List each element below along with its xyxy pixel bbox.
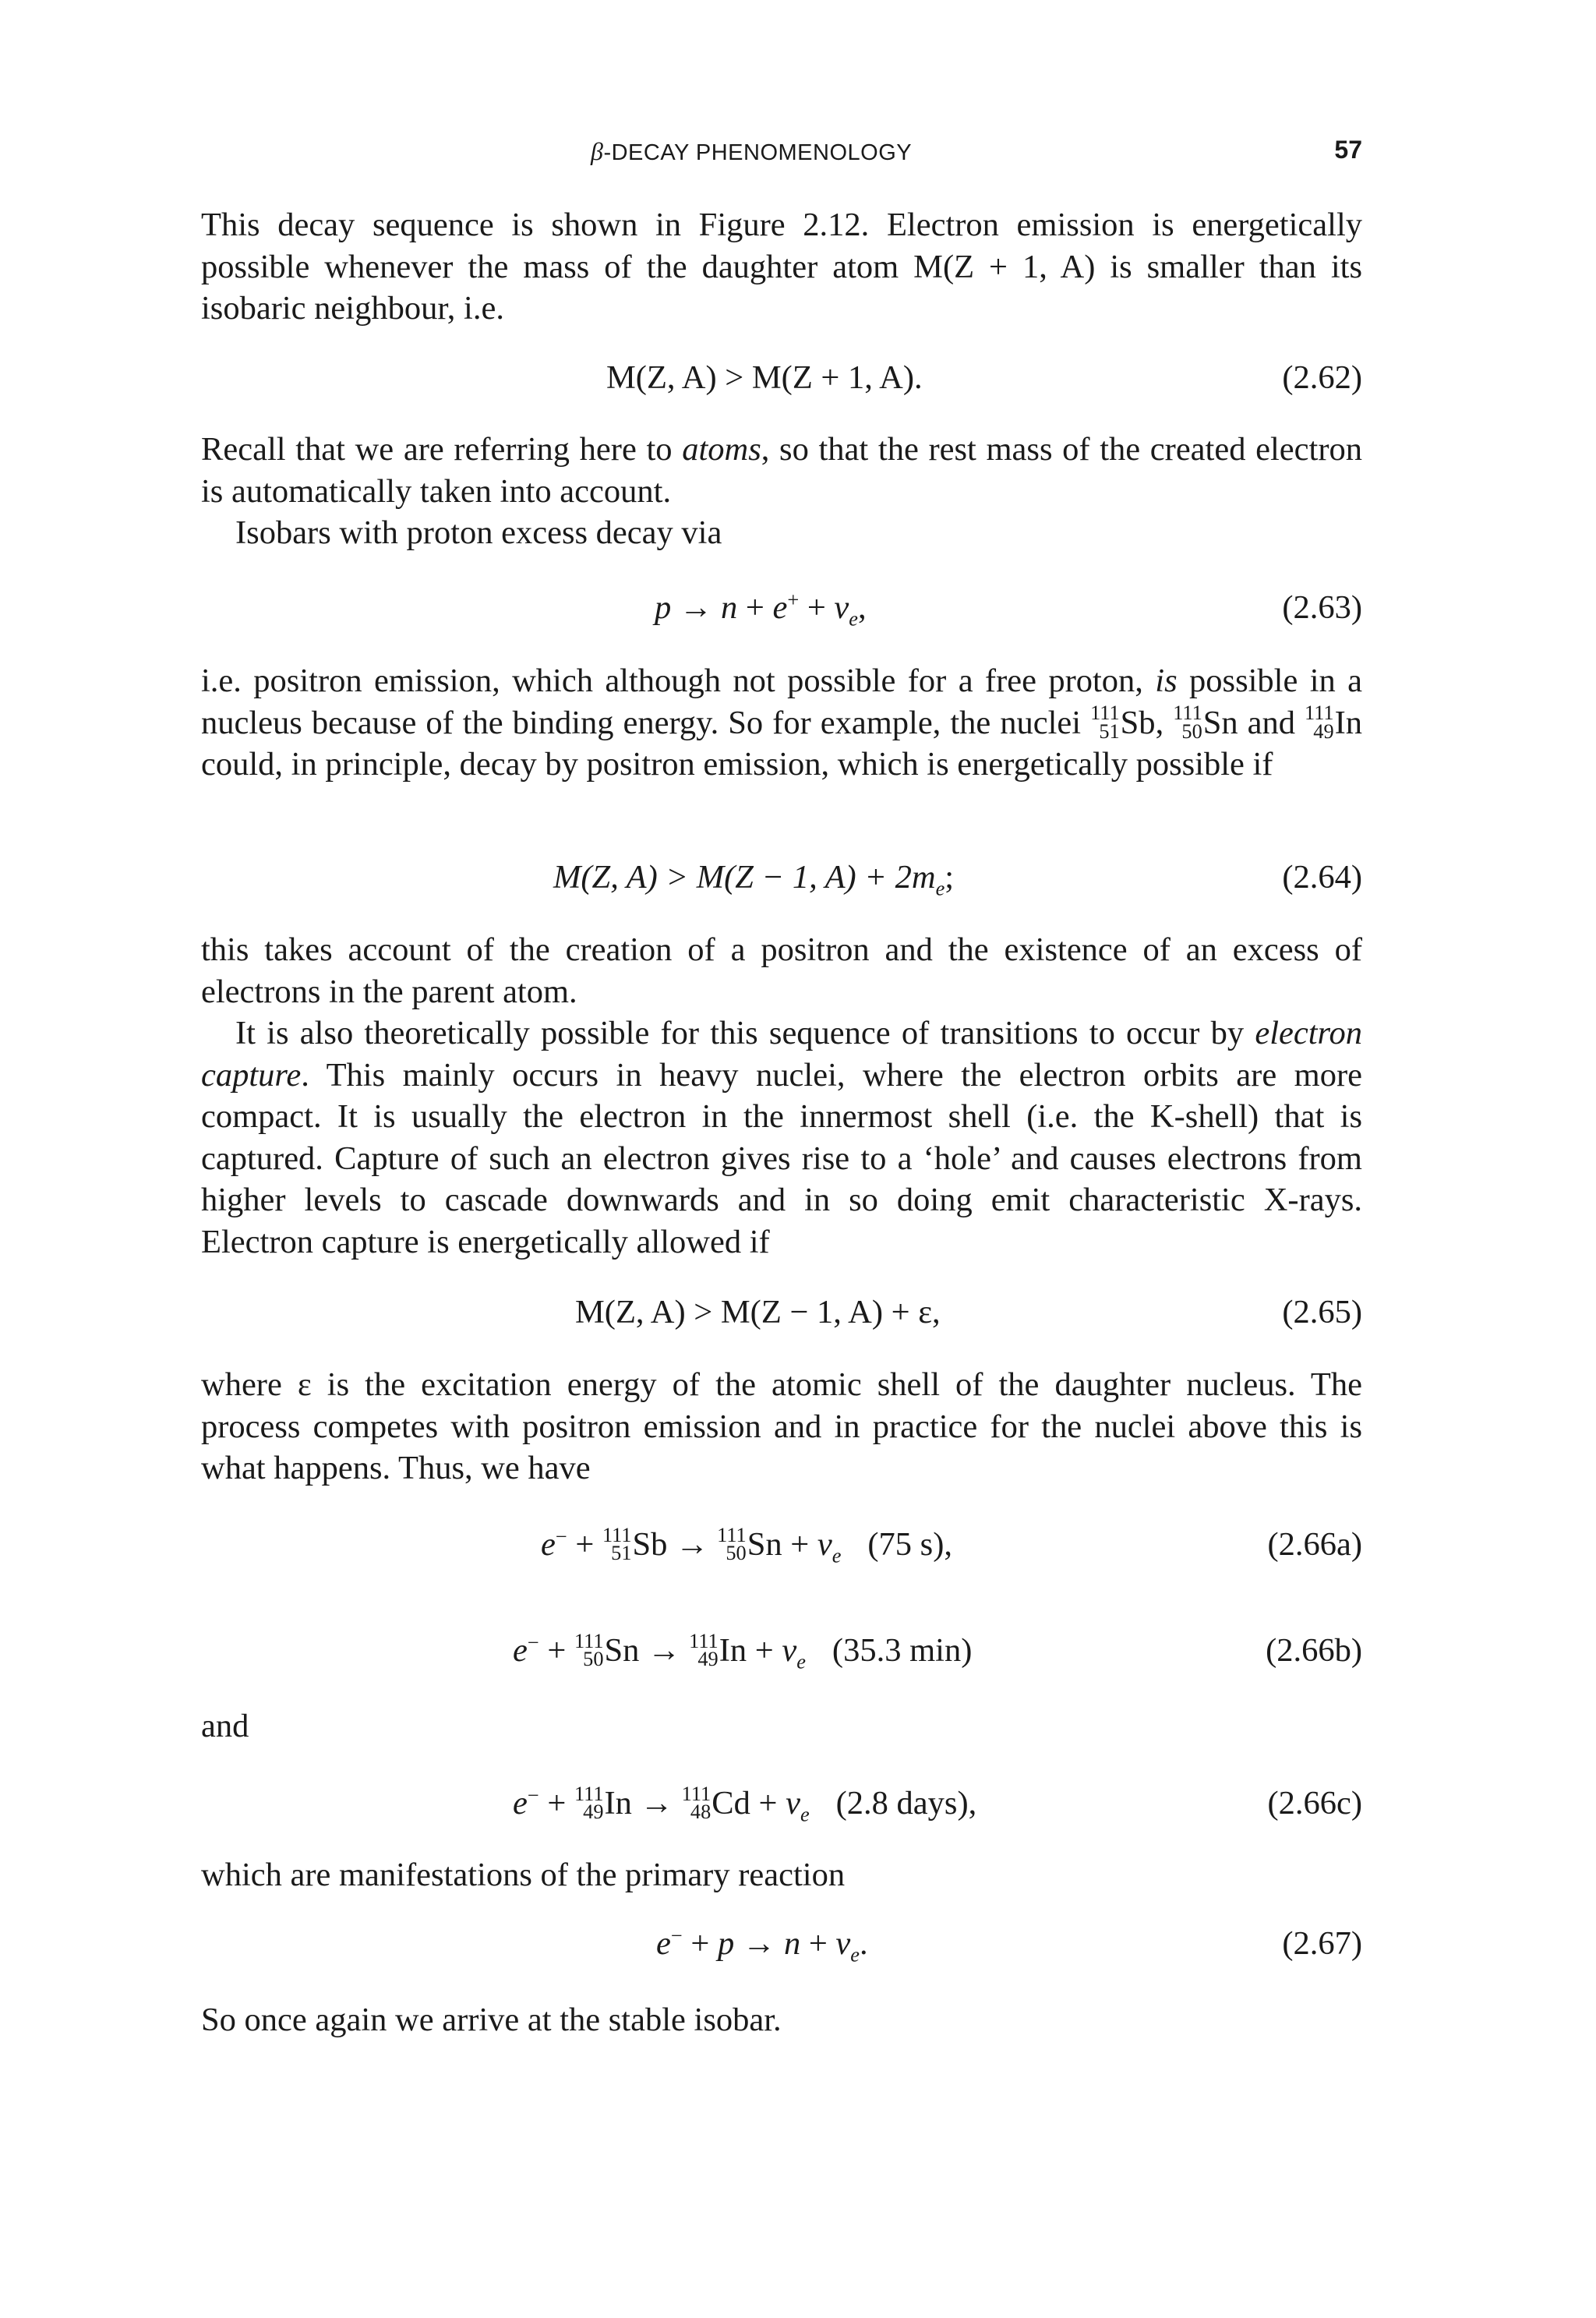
equation-formula: M(Z, A) > M(Z + 1, A). bbox=[606, 359, 923, 396]
equation-number: (2.62) bbox=[1282, 359, 1362, 396]
equation-2-65 bbox=[201, 1291, 1362, 1334]
equation-2-66b bbox=[201, 1629, 1362, 1673]
equation-number: (2.67) bbox=[1282, 1925, 1362, 1962]
paragraph-2: Recall that we are referring here to atoms, so that the rest mass of the created electron is automatically taken into account. Isobars with proton excess decay via bbox=[201, 429, 1362, 554]
equation-2-64 bbox=[201, 856, 1362, 899]
equation-2-63 bbox=[201, 586, 1362, 630]
equation-number: (2.66b) bbox=[1266, 1632, 1362, 1669]
equation-formula: e− + 111 50 Sn → 111 49 $In + \nu_e$ (35.3 min) bbox=[513, 1629, 973, 1673]
paragraph-5: this takes account of the creation of a positron and the existence of an excess of electrons in the parent atom. It is also theoretically possible for this sequence of transitions to occur by electron capture. This mainly occurs in heavy nuclei, where the electron orbits are more compact. It is usually the electron in the innermost shell (i.e. the K-shell) that is captured. Capture of such an electron gives rise to a ‘hole’ and causes electrons from higher levels to cascade downwards and in so doing emit characteristic X-rays. Electron capture is energetically allowed if bbox=[201, 929, 1362, 1263]
equation-2-67 bbox=[201, 1922, 1362, 1966]
running-head: β-DECAY PHENOMENOLOGY bbox=[591, 137, 913, 165]
page-number: 57 bbox=[1334, 136, 1362, 164]
equation-2-66a bbox=[201, 1523, 1362, 1567]
paragraph-9: which are manifestations of the primary reaction bbox=[201, 1857, 846, 1893]
equation-formula: M(Z, A) > M(Z − 1, A) + ε, bbox=[575, 1294, 941, 1330]
equation-number: (2.66c) bbox=[1267, 1785, 1362, 1822]
equation-formula: M(Z, A) > M(Z − 1, $A) + 2m_e$; bbox=[553, 859, 955, 900]
paragraph-8: and bbox=[201, 1708, 249, 1744]
equation-formula: e− + 111 51 Sb → 111 50 $Sn + \nu_e$ (75 s), bbox=[541, 1523, 953, 1567]
equation-formula: $e^- + p \to n + \nu_e$. bbox=[656, 1924, 868, 1966]
nuclide-in: 111 49 bbox=[1305, 701, 1334, 743]
equation-2-66c bbox=[201, 1782, 1362, 1825]
page-header bbox=[201, 137, 1362, 175]
paragraph-7: where ε is the excitation energy of the atomic shell of the daughter nucleus. The process competes with positron emission and in practice for the nuclei above this is what happens. Thus, we have bbox=[201, 1366, 1362, 1486]
nuclide-sb: 111 51 bbox=[1090, 701, 1120, 743]
equation-number: (2.65) bbox=[1282, 1294, 1362, 1330]
equation-2-62 bbox=[201, 356, 1362, 400]
paragraph-6: It is also theoretically possible for this sequence of transitions to occur by electron capture. This mainly occurs in heavy nuclei, where the electron orbits are more compact. It is usually the electron in the innermost shell (i.e. the K-shell) that is captured. Capture of such an electron gives rise to a ‘hole’ and causes electrons from higher levels to cascade downwards and in so doing emit characteristic X-rays. Electron capture is energetically allowed if bbox=[201, 1015, 1362, 1260]
equation-formula: e− + 111 49 In → 111 48 $Cd + \nu_e$ (2.8 days), bbox=[513, 1782, 977, 1826]
equation-number: (2.66a) bbox=[1267, 1526, 1362, 1563]
paragraph-3: Isobars with proton excess decay via bbox=[235, 514, 722, 551]
paragraph-4: i.e. positron emission, which although not possible for a free proton, is possible in a nucleus because of the binding energy. So for example, the nuclei 111 51 Sb, 111 50 Sn and 111 49 In could, in principle, decay by positron emission, which is energetically possible if bbox=[201, 663, 1363, 783]
paragraph-1: This decay sequence is shown in Figure 2.12. Electron emission is energetically possible whenever the mass of the daughter atom M(Z + 1, A) is smaller than its isobaric neighbour, i.e. bbox=[201, 207, 1362, 327]
paragraph-10: So once again we arrive at the stable isobar. bbox=[201, 2002, 782, 2038]
equation-formula: $p \to n + e^+ + \nu_e$, bbox=[655, 588, 867, 631]
equation-number: (2.63) bbox=[1282, 589, 1362, 626]
equation-number: (2.64) bbox=[1282, 859, 1362, 896]
nuclide-sn: 111 50 bbox=[1173, 701, 1202, 743]
